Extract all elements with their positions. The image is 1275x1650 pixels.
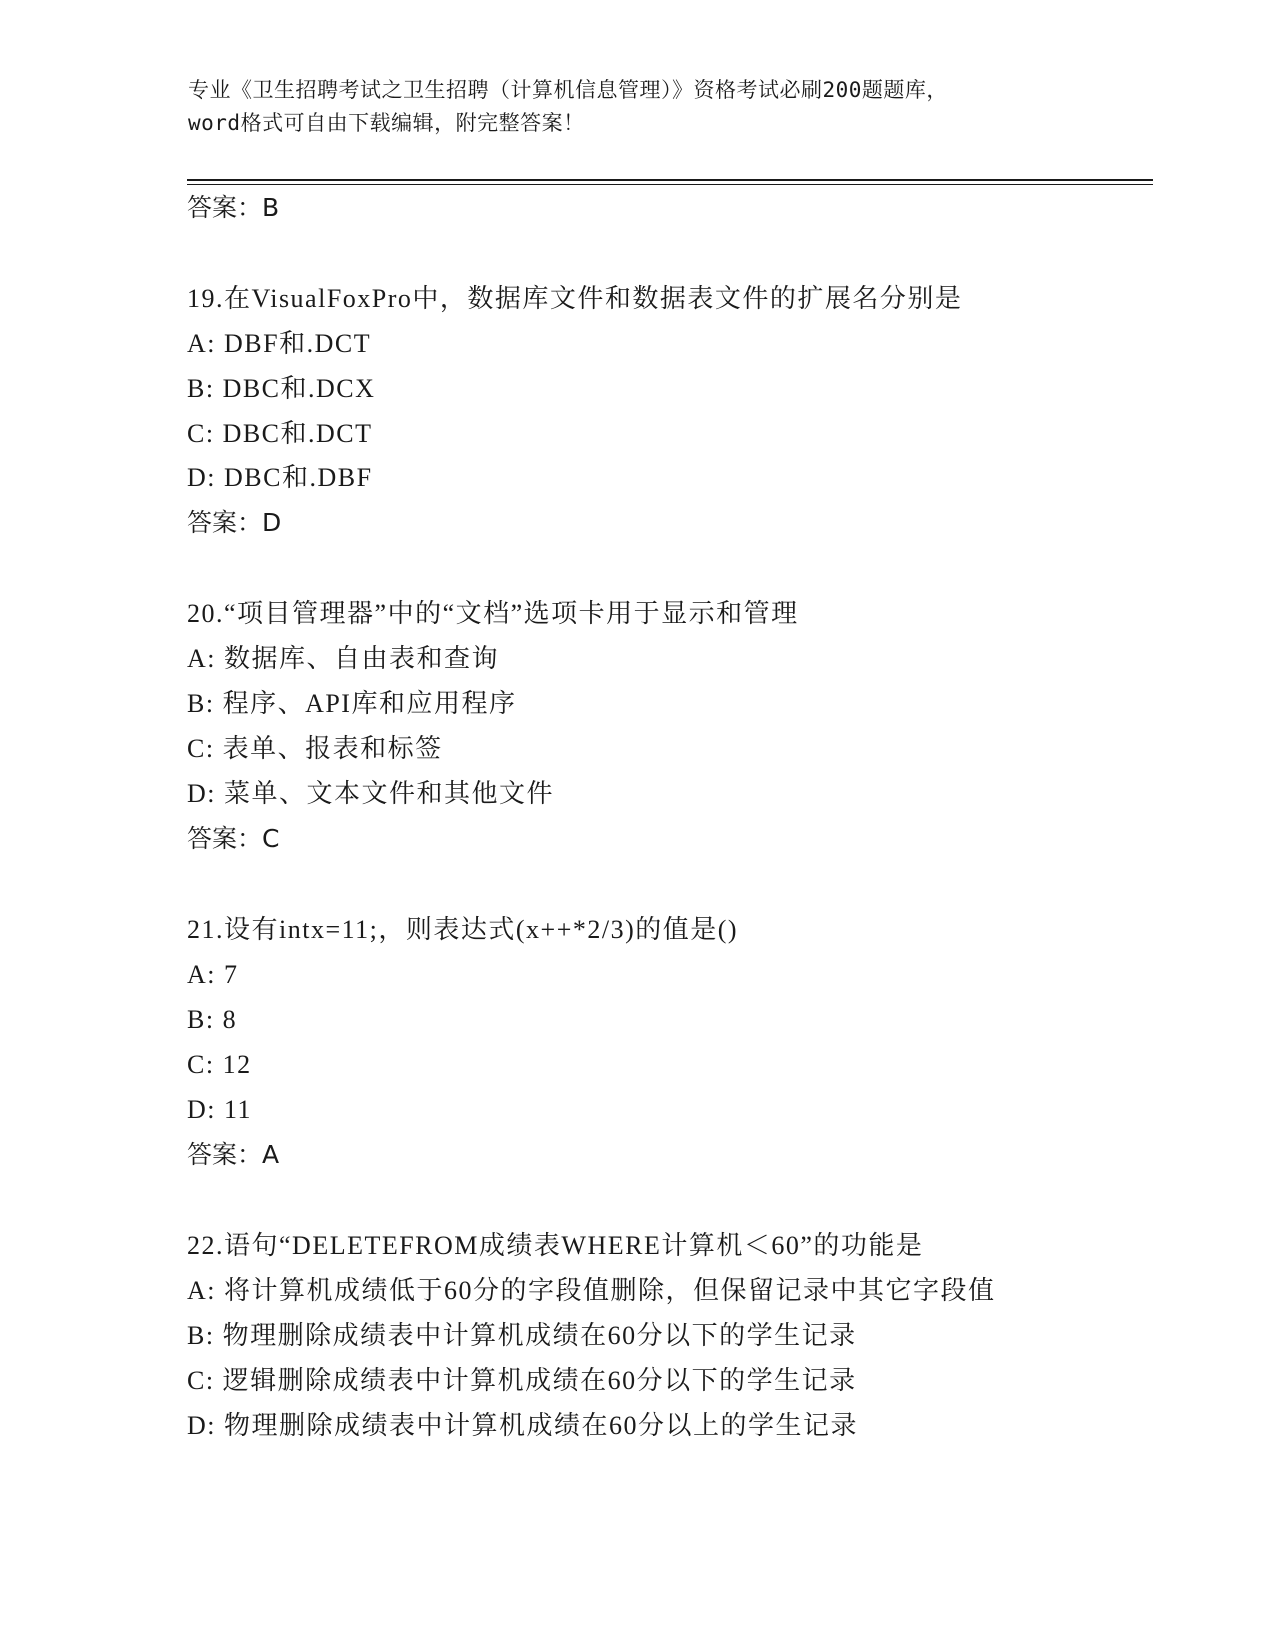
question-20-text: 20.“项目管理器”中的“文档”选项卡用于显示和管理 (187, 599, 799, 628)
answer-20: 答案：C (187, 824, 280, 853)
header-divider-thin (187, 184, 1153, 185)
question-21-option-b: B: 8 (187, 1005, 238, 1034)
question-19-option-b: B: DBC和.DCX (187, 374, 376, 403)
header-line-1: 专业《卫生招聘考试之卫生招聘（计算机信息管理）》资格考试必刷200题题库， (188, 78, 948, 102)
question-22-option-b: B: 物理删除成绩表中计算机成绩在60分以下的学生记录 (187, 1321, 857, 1350)
answer-18: 答案：B (187, 193, 280, 222)
question-20-option-a: A: 数据库、自由表和查询 (187, 644, 500, 673)
question-21-option-a: A: 7 (187, 960, 239, 989)
question-22-option-c: C: 逻辑删除成绩表中计算机成绩在60分以下的学生记录 (187, 1366, 857, 1395)
header-divider-thick (187, 179, 1153, 181)
question-22-option-a: A: 将计算机成绩低于60分的字段值删除，但保留记录中其它字段值 (187, 1276, 996, 1305)
question-19-text: 19.在VisualFoxPro中，数据库文件和数据表文件的扩展名分别是 (187, 284, 963, 313)
question-20-option-b: B: 程序、API库和应用程序 (187, 689, 517, 718)
question-20-option-d: D: 菜单、文本文件和其他文件 (187, 779, 555, 808)
question-19-option-c: C: DBC和.DCT (187, 419, 373, 448)
question-19-option-a: A: DBF和.DCT (187, 329, 372, 358)
question-21-text: 21.设有intx=11;，则表达式(x++*2/3)的值是() (187, 915, 739, 944)
question-21-option-c: C: 12 (187, 1050, 252, 1079)
answer-21: 答案：A (187, 1140, 280, 1169)
question-20-option-c: C: 表单、报表和标签 (187, 734, 443, 763)
question-22-option-d: D: 物理删除成绩表中计算机成绩在60分以上的学生记录 (187, 1411, 859, 1440)
document-header (188, 74, 1148, 140)
header-line-2: word格式可自由下载编辑，附完整答案！ (188, 111, 585, 135)
question-19-option-d: D: DBC和.DBF (187, 463, 373, 492)
question-21-option-d: D: 11 (187, 1095, 253, 1124)
answer-19: 答案：D (187, 508, 282, 537)
question-22-text: 22.语句“DELETEFROM成绩表WHERE计算机＜60”的功能是 (187, 1231, 924, 1260)
